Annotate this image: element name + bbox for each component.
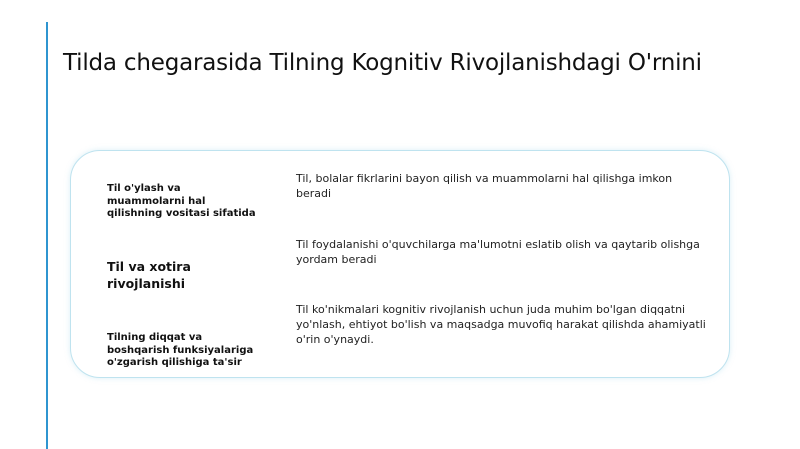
row-description-attention: Til ko'nikmalari kognitiv rivojlanish uchun juda muhim bo'lgan diqqatni yo'nlash, ehtiyot bo'lish va maqsadga muvofiq harakat qilishda ahamiyatli o'rin o'ynaydi.: [296, 303, 706, 346]
row-label-thinking: Til o'ylash va muammolarni hal qilishning vositasi sifatida: [107, 183, 256, 219]
row-description-thinking: Til, bolalar fikrlarini bayon qilish va muammolarni hal qilishga imkon beradi: [296, 172, 673, 200]
row-description-memory: Til foydalanishi o'quvchilarga ma'lumotni eslatib olish va qaytarib olishga yordam beradi: [296, 238, 700, 266]
slide-title: Tilda chegarasida Tilning Kognitiv Rivojlanishdagi O'rnini: [63, 50, 702, 76]
row-label-memory: Til va xotira rivojlanishi: [107, 259, 191, 291]
row-label-attention: Tilning diqqat va boshqarish funksiyalariga o'zgarish qilishiga ta'sir: [107, 332, 254, 368]
accent-line: [46, 22, 48, 449]
